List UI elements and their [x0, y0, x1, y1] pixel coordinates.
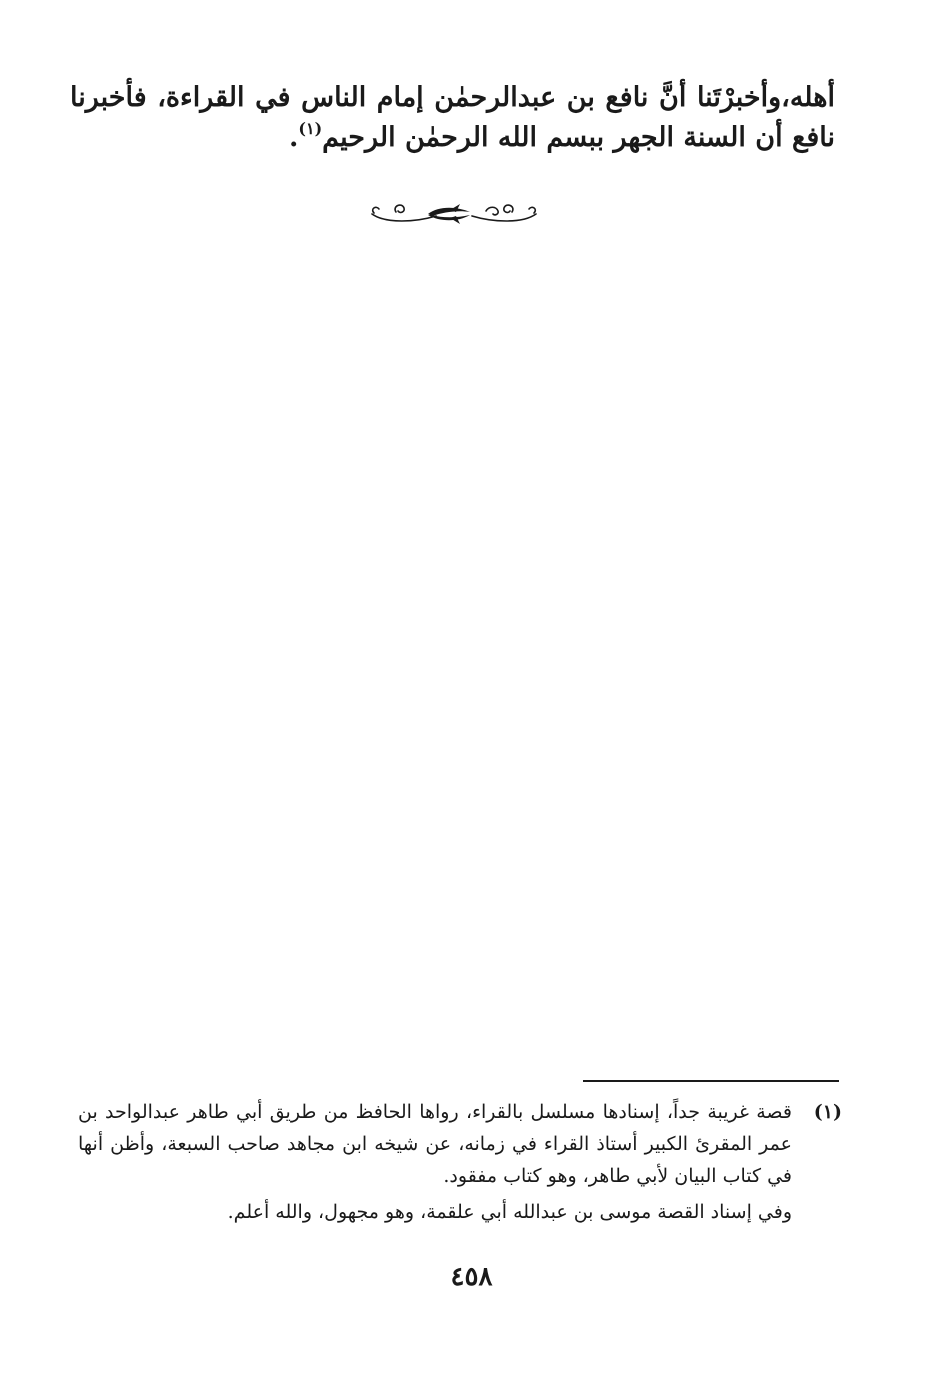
footnote-separator-rule	[583, 1080, 839, 1082]
footnote-reference: (١)	[298, 119, 323, 138]
section-divider-ornament	[366, 198, 542, 230]
page-number: ٤٥٨	[450, 1262, 493, 1292]
main-paragraph-text: أهله،وأخبرْتَنا أنَّ نافع بن عبدالرحمٰن إمام الناس في القراءة، فأخبرنا نافع أن السنة الجهر ببسم الله الرحمٰن الرحيم	[70, 82, 835, 153]
footnote-paragraph-1: قصة غريبة جداً، إسنادها مسلسل بالقراء، رواها الحافظ من طريق أبي طاهر عبدالواحد بن عمر المقرئ الكبير أستاذ القراء في زمانه، عن شيخه ابن مجاهد صاحب السبعة، وأظن أنها في كتاب البيان لأبي طاهر، وهو كتاب مفقود.	[78, 1101, 792, 1187]
end-punctuation: .	[288, 122, 299, 153]
footnote-number: (١)	[813, 1101, 842, 1123]
footnote-item	[78, 1096, 842, 1228]
main-paragraph	[70, 78, 835, 158]
footnote-paragraph-2: وفي إسناد القصة موسى بن عبدالله أبي علقمة، وهو مجهول، والله أعلم.	[227, 1201, 792, 1223]
main-text-block	[70, 78, 835, 158]
footnotes-block	[78, 1096, 842, 1228]
footnote-body	[78, 1096, 792, 1228]
